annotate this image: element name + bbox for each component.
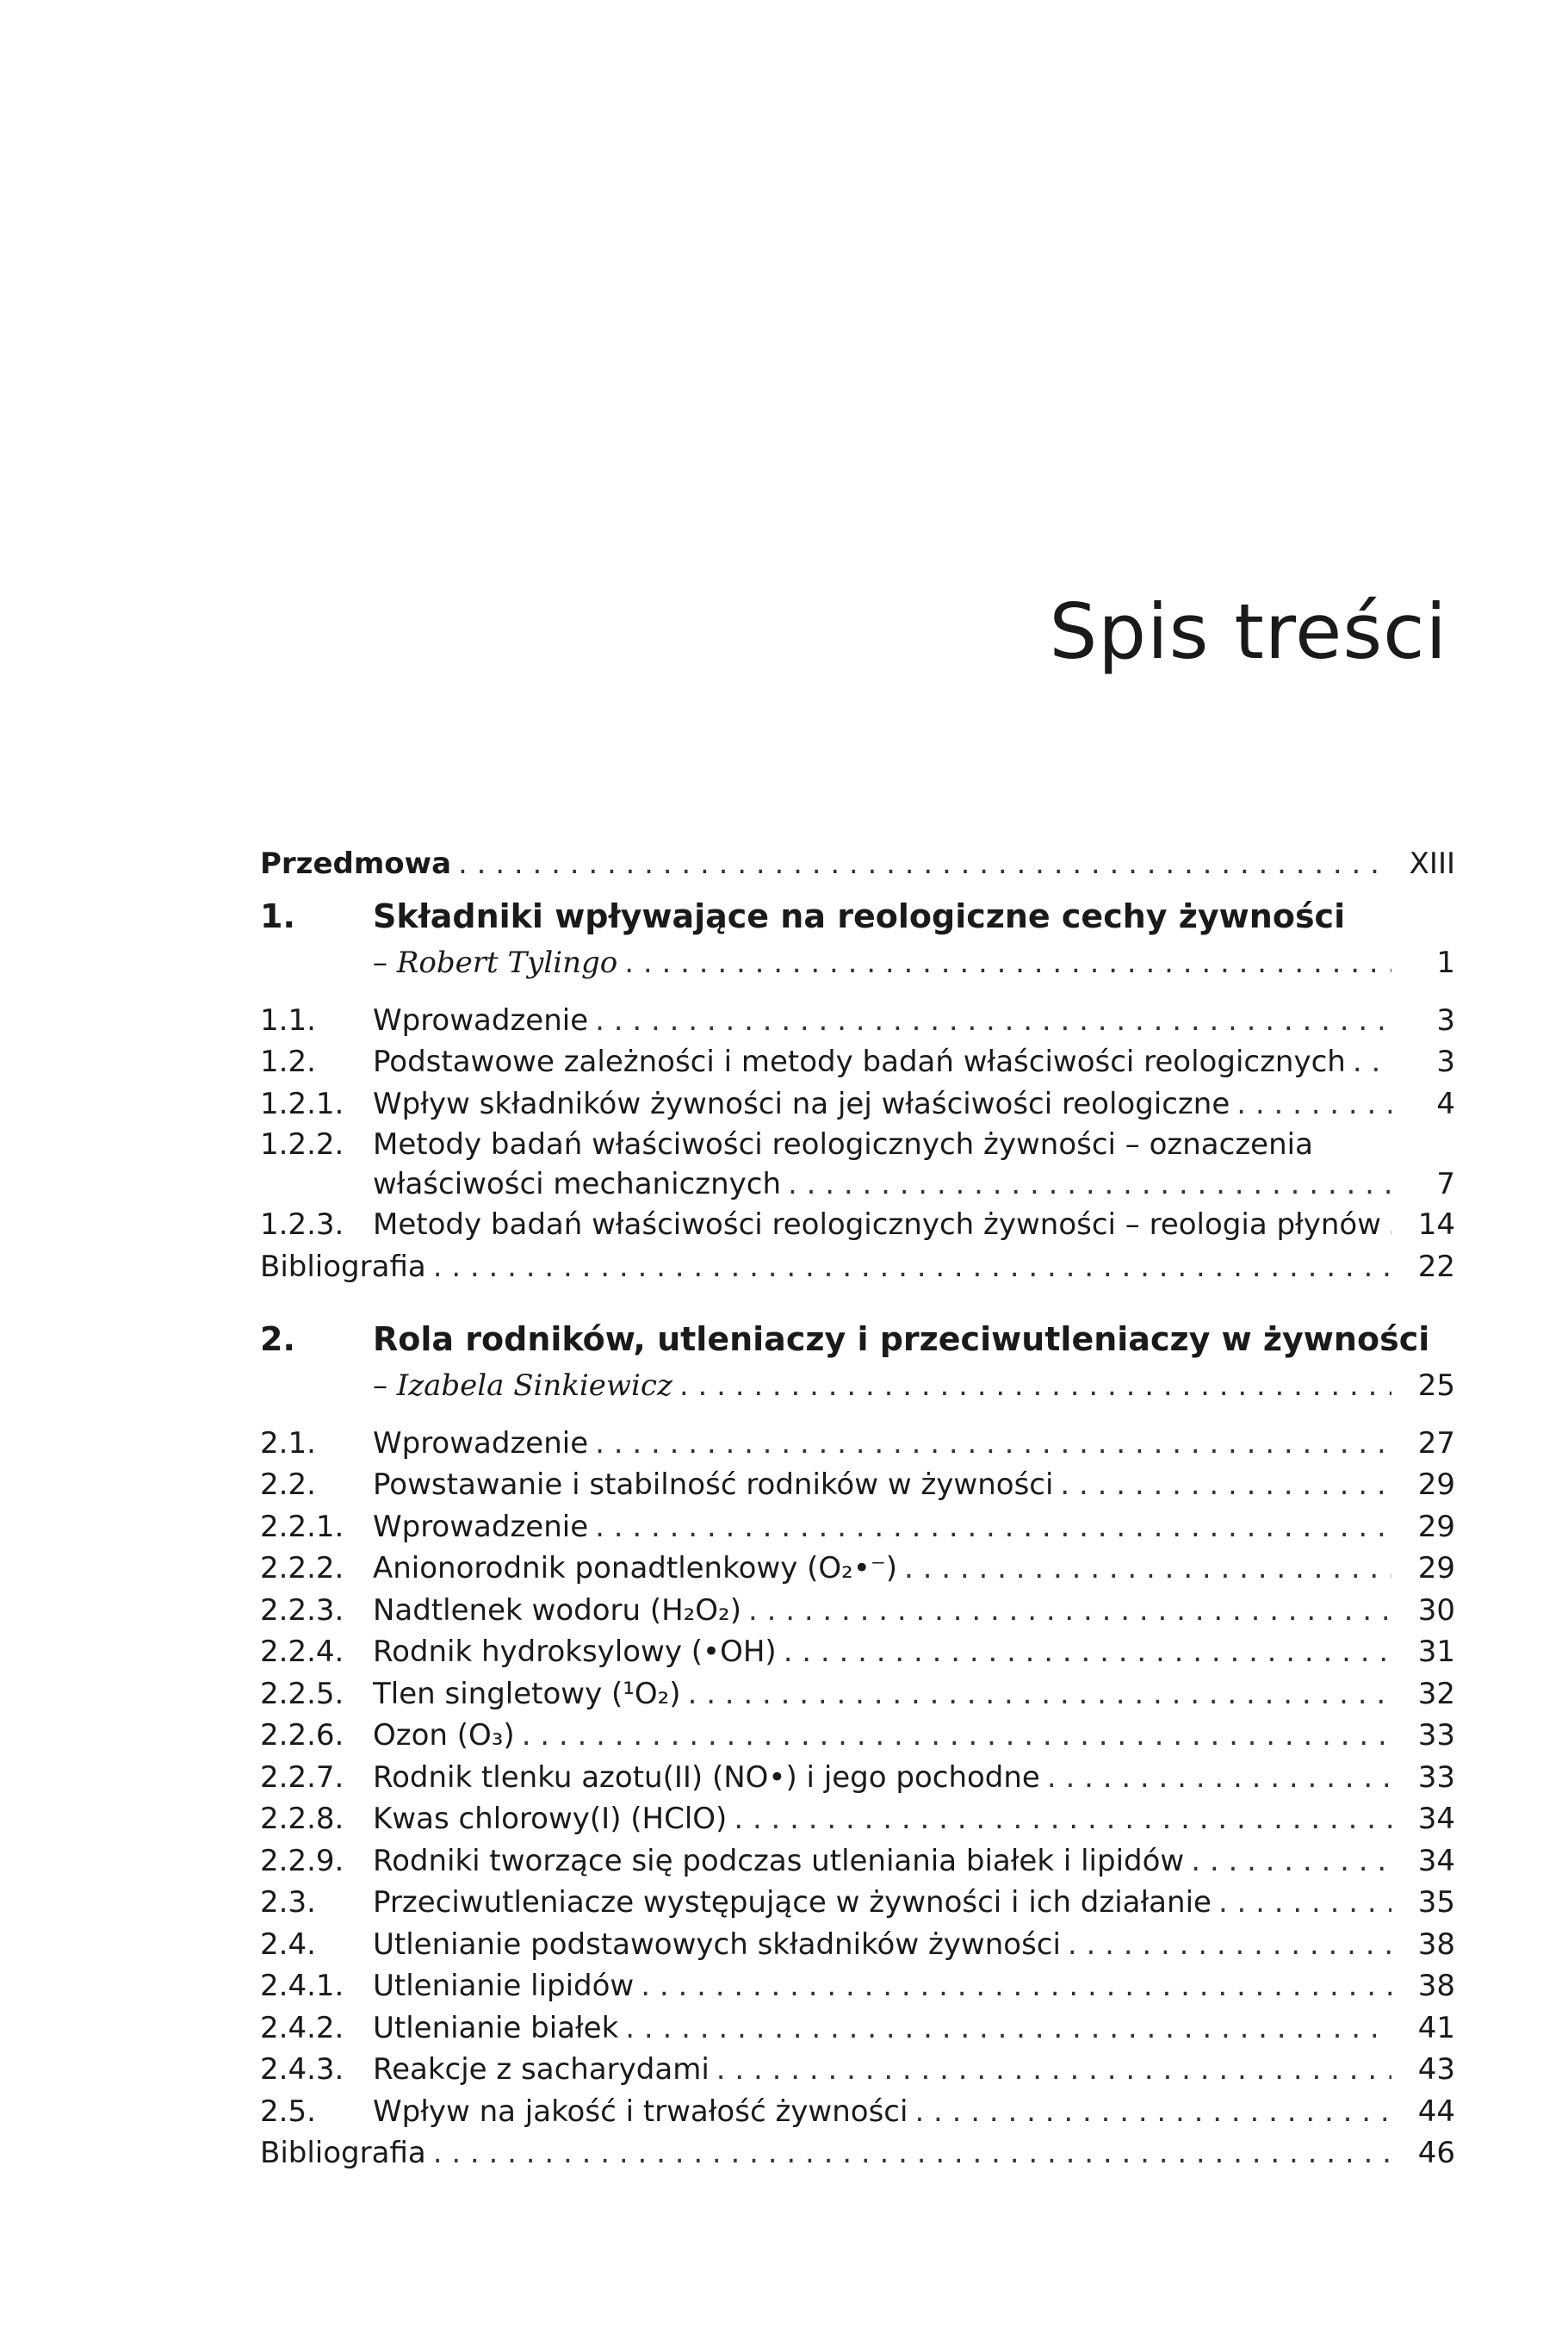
chapter-author-2[interactable] <box>260 1365 1455 1407</box>
toc-entry-number: 2.2.3. <box>260 1592 344 1628</box>
chapter-author-1[interactable] <box>260 942 1455 984</box>
toc-entry[interactable] <box>260 1882 1455 1924</box>
dot-leader <box>1068 1924 1391 1966</box>
toc-entry-number: 2.2.1. <box>260 1509 344 1544</box>
toc-entry[interactable] <box>260 1673 1455 1715</box>
toc-entry-title: Ozon (O₃) <box>373 1718 515 1753</box>
toc-entry-page: 33 <box>1417 1718 1455 1753</box>
dot-leader <box>1388 1204 1391 1246</box>
toc-entry-number: 2.2.9. <box>260 1843 344 1878</box>
chapter-number: 1. <box>260 897 295 935</box>
toc-entry-title: Wpływ składników żywności na jej właściwości reologiczne <box>373 1086 1230 1121</box>
toc-entry-title: Reakcje z sacharydami <box>373 2052 710 2087</box>
toc-entry[interactable] <box>260 2049 1455 2091</box>
dot-leader <box>748 1590 1391 1632</box>
toc-entry-page: 3 <box>1436 1002 1455 1038</box>
toc-entry-bibliography[interactable] <box>260 1246 1455 1288</box>
toc-entry-title: Rodnik tlenku azotu(II) (NO•) i jego pochodne <box>373 1759 1040 1795</box>
dot-leader <box>595 1506 1391 1548</box>
toc-entry-page: 29 <box>1417 1551 1455 1585</box>
toc-entry[interactable] <box>260 1924 1455 1966</box>
toc-entry-title: Tlen singletowy (¹O₂) <box>373 1676 681 1711</box>
toc-entry-title: Przeciwutleniacze występujące w żywności i ich działanie <box>373 1885 1212 1920</box>
toc-entry-title: Rodniki tworzące się podczas utleniania białek i lipidów <box>373 1843 1185 1878</box>
dot-leader <box>595 1000 1391 1042</box>
toc-entry-title: Nadtlenek wodoru (H₂O₂) <box>373 1592 741 1628</box>
dot-leader <box>914 2091 1391 2133</box>
toc-entry-page: 38 <box>1417 1926 1455 1962</box>
toc-entry-title: Metody badań właściwości reologicznych żywności – reologia płynów <box>373 1207 1381 1242</box>
toc-entry-title: Wprowadzenie <box>373 1509 589 1544</box>
dot-leader <box>784 1631 1391 1673</box>
toc-entry[interactable] <box>260 2007 1455 2050</box>
toc-entry-page: 34 <box>1417 1802 1455 1836</box>
dot-leader <box>716 2049 1391 2091</box>
toc-entry[interactable] <box>260 1125 1455 1204</box>
toc-entry-title: Wprowadzenie <box>373 1425 589 1461</box>
page-title: Spis treści <box>1049 587 1447 676</box>
dot-leader <box>433 1246 1391 1288</box>
toc-entry[interactable] <box>260 1506 1455 1548</box>
dot-leader <box>595 1423 1391 1465</box>
toc-entry-title: Metody badań właściwości reologicznych żywności – oznaczenia <box>373 1127 1313 1162</box>
toc-entry-number: 2.1. <box>260 1425 316 1461</box>
toc-entry-number: 2.2.5. <box>260 1676 344 1711</box>
toc-entry-page: 46 <box>1417 2136 1455 2170</box>
toc-entry-page: 29 <box>1417 1509 1455 1544</box>
toc-entry-page: 43 <box>1417 2052 1455 2087</box>
dot-leader <box>788 1164 1391 1204</box>
chapter-title: Rola rodników, utleniaczy i przeciwutleniaczy w żywności <box>373 1320 1430 1358</box>
toc-entry[interactable] <box>260 1000 1455 1042</box>
toc-entry[interactable] <box>260 1798 1455 1840</box>
toc-entry-number: 2.3. <box>260 1885 316 1920</box>
toc-entry-number: 1.2.1. <box>260 1086 344 1121</box>
table-of-contents <box>260 837 1455 2175</box>
dot-leader <box>688 1673 1391 1715</box>
toc-entry-page: 1 <box>1436 946 1455 980</box>
toc-entry-przedmowa[interactable] <box>260 837 1455 890</box>
toc-entry-page: 4 <box>1436 1086 1455 1121</box>
dot-leader <box>904 1548 1391 1590</box>
toc-entry-number: 1.2.3. <box>260 1207 344 1242</box>
toc-entry[interactable] <box>260 1757 1455 1799</box>
toc-entry-number: 2.4.1. <box>260 1969 344 2003</box>
toc-entry[interactable] <box>260 1204 1455 1246</box>
toc-entry-number: 2.2.2. <box>260 1551 344 1585</box>
toc-entry-title: Utlenianie lipidów <box>373 1969 635 2003</box>
dot-leader <box>1191 1840 1391 1883</box>
toc-entry[interactable] <box>260 1840 1455 1883</box>
toc-entry-title: Rodnik hydroksylowy (•OH) <box>373 1635 777 1669</box>
dot-leader <box>433 2132 1391 2175</box>
toc-entry[interactable] <box>260 1715 1455 1757</box>
toc-entry-page: 7 <box>1436 1167 1455 1201</box>
toc-entry-title-continued: właściwości mechanicznych <box>373 1167 781 1201</box>
toc-entry-page: 27 <box>1417 1425 1455 1461</box>
chapter-number: 2. <box>260 1320 295 1358</box>
toc-entry-page: 14 <box>1417 1207 1455 1242</box>
chapter-title: Składniki wpływające na reologiczne cechy żywności <box>373 897 1346 935</box>
chapter-author: – Izabela Sinkiewicz <box>373 1368 672 1403</box>
toc-entry-title: Anionorodnik ponadtlenkowy (O₂•⁻) <box>373 1551 898 1585</box>
toc-entry-page: 3 <box>1436 1045 1455 1079</box>
toc-entry-page: 44 <box>1417 2094 1455 2129</box>
toc-entry-number: 1.2. <box>260 1045 316 1079</box>
toc-entry-page: 30 <box>1417 1592 1455 1628</box>
toc-entry-title: Wpływ na jakość i trwałość żywności <box>373 2094 908 2129</box>
toc-entry-page: 38 <box>1417 1969 1455 2003</box>
toc-entry-title: Bibliografia <box>260 1249 426 1284</box>
toc-entry-page: 34 <box>1417 1843 1455 1878</box>
dot-leader <box>1218 1882 1391 1924</box>
toc-entry-number: 2.2.6. <box>260 1718 344 1753</box>
toc-entry-page: 32 <box>1417 1676 1455 1711</box>
dot-leader <box>625 2007 1391 2050</box>
dot-leader <box>734 1798 1391 1840</box>
chapter-author: – Robert Tylingo <box>373 946 618 980</box>
toc-entry-title: Podstawowe zależności i metody badań właściwości reologicznych <box>373 1045 1346 1079</box>
dot-leader <box>641 1965 1391 2007</box>
chapter-heading-1[interactable] <box>260 890 1455 942</box>
toc-entry[interactable] <box>260 1965 1455 2007</box>
toc-entry-number: 2.4. <box>260 1926 316 1962</box>
toc-entry[interactable] <box>260 1631 1455 1673</box>
toc-entry-page: 22 <box>1417 1249 1455 1284</box>
toc-entry[interactable] <box>260 1590 1455 1632</box>
toc-entry-number: 2.2.8. <box>260 1802 344 1836</box>
toc-entry-bibliography[interactable] <box>260 2132 1455 2175</box>
dot-leader <box>679 1365 1391 1407</box>
toc-entry-title: Utlenianie białek <box>373 2010 619 2045</box>
toc-entry-page: 33 <box>1417 1759 1455 1795</box>
toc-entry-title: Utlenianie podstawowych składników żywności <box>373 1926 1061 1962</box>
toc-entry-number: 2.2. <box>260 1467 316 1502</box>
toc-entry-title: Powstawanie i stabilność rodników w żywności <box>373 1467 1054 1502</box>
dot-leader <box>458 837 1391 890</box>
toc-entry[interactable] <box>260 1083 1455 1126</box>
dot-leader <box>624 942 1391 984</box>
toc-entry-number: 2.5. <box>260 2094 316 2129</box>
toc-entry-page: 29 <box>1417 1467 1455 1502</box>
toc-entry-page: 31 <box>1417 1635 1455 1669</box>
chapter-heading-2[interactable] <box>260 1313 1455 1365</box>
toc-entry[interactable] <box>260 1548 1455 1590</box>
toc-entry-title: Kwas chlorowy(I) (HClO) <box>373 1802 728 1836</box>
toc-entry[interactable] <box>260 1423 1455 1465</box>
toc-entry-number: 2.4.3. <box>260 2052 344 2087</box>
toc-entry-number: 2.2.7. <box>260 1759 344 1795</box>
toc-entry-page: 35 <box>1417 1885 1455 1920</box>
toc-entry-title: Wprowadzenie <box>373 1002 589 1038</box>
toc-entry-page: 25 <box>1417 1368 1455 1403</box>
dot-leader <box>1047 1757 1391 1799</box>
toc-entry-page: XIII <box>1409 847 1455 881</box>
toc-entry-number: 1.1. <box>260 1002 316 1038</box>
dot-leader <box>522 1715 1391 1757</box>
toc-entry-title: Bibliografia <box>260 2136 426 2170</box>
toc-entry-title: Przedmowa <box>260 847 452 881</box>
dot-leader <box>1353 1041 1391 1083</box>
toc-entry[interactable] <box>260 1041 1455 1083</box>
toc-entry-number: 2.4.2. <box>260 2010 344 2045</box>
toc-entry-page: 41 <box>1417 2010 1455 2045</box>
dot-leader <box>1236 1083 1391 1126</box>
toc-entry[interactable] <box>260 1464 1455 1506</box>
dot-leader <box>1060 1464 1391 1506</box>
toc-entry[interactable] <box>260 2091 1455 2133</box>
toc-entry-number: 2.2.4. <box>260 1635 344 1669</box>
toc-entry-number: 1.2.2. <box>260 1127 344 1162</box>
